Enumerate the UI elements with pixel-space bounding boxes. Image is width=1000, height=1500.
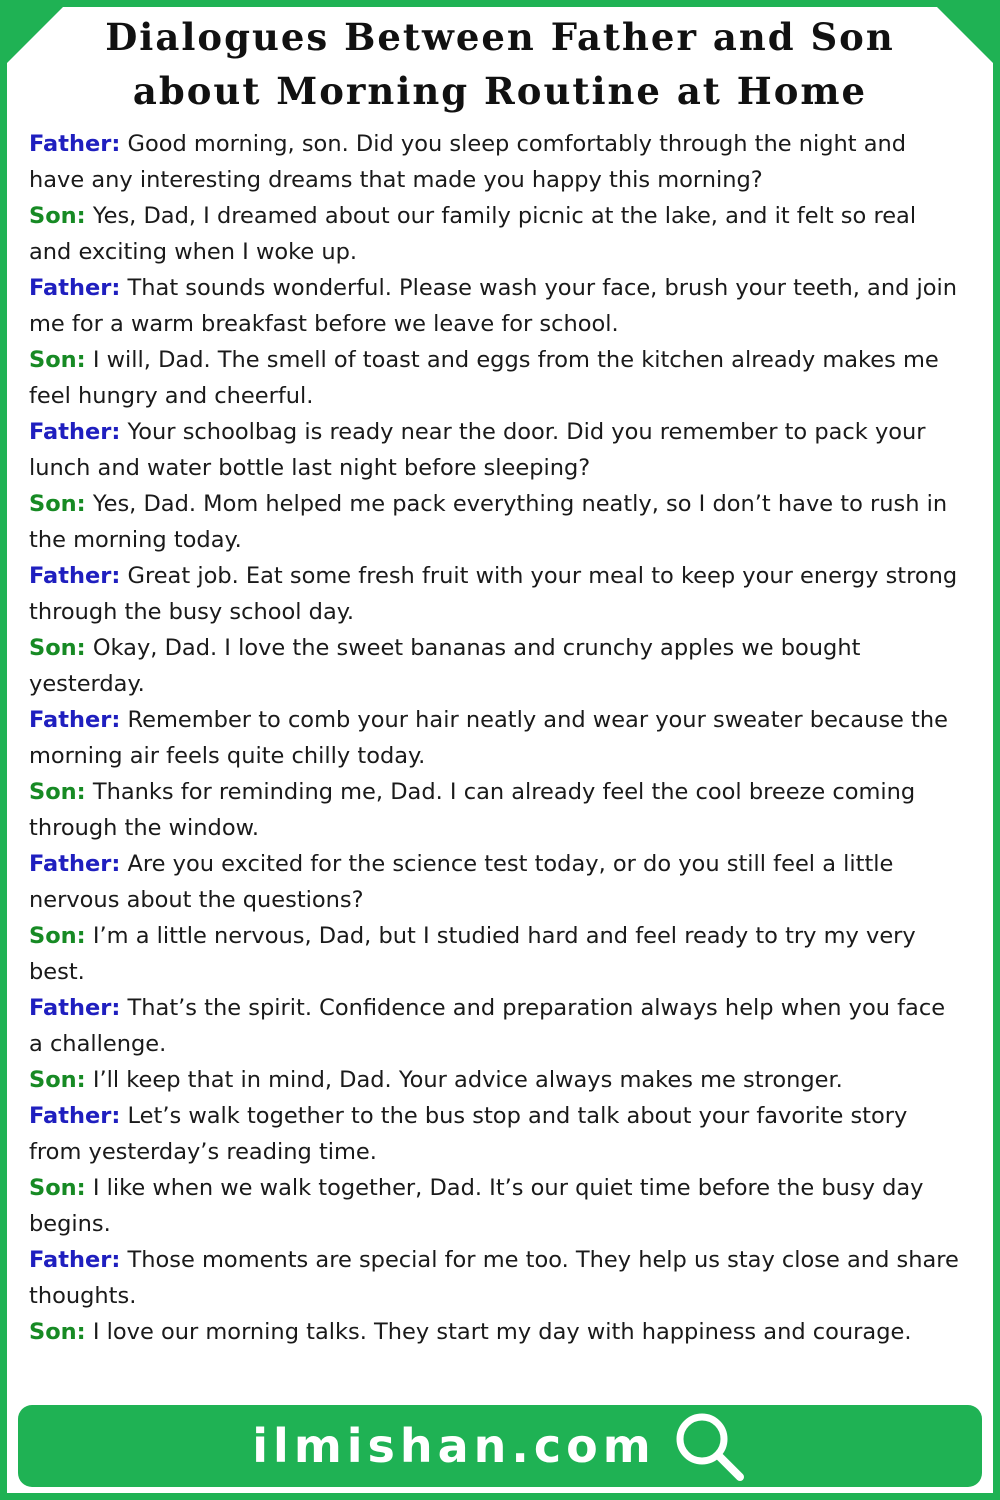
dialogue-text: Those moments are special for me too. They help us stay close and share thoughts. bbox=[29, 1247, 959, 1309]
title-line-2: about Morning Routine at Home bbox=[132, 69, 868, 113]
dialogue-line bbox=[29, 414, 960, 486]
site-link[interactable]: ilmishan.com bbox=[252, 1419, 656, 1473]
dialogue-text: I like when we walk together, Dad. It’s our quiet time before the busy day begins. bbox=[29, 1175, 924, 1237]
dialogue-line bbox=[29, 270, 960, 342]
title-line-1: Dialogues Between Father and Son bbox=[105, 15, 895, 59]
dialogue-line bbox=[29, 126, 960, 198]
dialogue-line bbox=[29, 774, 960, 846]
dialogue-line bbox=[29, 1062, 960, 1098]
dialogue-line bbox=[29, 846, 960, 918]
speaker-label: Son: bbox=[29, 1067, 86, 1093]
dialogue-text: I’ll keep that in mind, Dad. Your advice always makes me stronger. bbox=[85, 1067, 843, 1093]
speaker-label: Son: bbox=[29, 203, 86, 229]
dialogue-text: That sounds wonderful. Please wash your face, brush your teeth, and join me for a warm breakfast before we leave for school. bbox=[29, 275, 958, 337]
dialogue-line bbox=[29, 1242, 960, 1314]
dialogue-text: Let’s walk together to the bus stop and talk about your favorite story from yesterday’s reading time. bbox=[29, 1103, 908, 1165]
dialogue-line bbox=[29, 1098, 960, 1170]
footer-banner[interactable] bbox=[18, 1405, 982, 1487]
dialogue-text: Your schoolbag is ready near the door. Did you remember to pack your lunch and water bottle last night before sleeping? bbox=[29, 419, 926, 481]
speaker-label: Father: bbox=[29, 131, 121, 157]
dialogue-text: Okay, Dad. I love the sweet bananas and crunchy apples we bought yesterday. bbox=[29, 635, 861, 697]
speaker-label: Father: bbox=[29, 419, 121, 445]
speaker-label: Son: bbox=[29, 491, 86, 517]
speaker-label: Son: bbox=[29, 347, 86, 373]
speaker-label: Son: bbox=[29, 635, 86, 661]
speaker-label: Father: bbox=[29, 1103, 121, 1129]
dialogue-text: Thanks for reminding me, Dad. I can already feel the cool breeze coming through the window. bbox=[29, 779, 916, 841]
dialogue-text: Are you excited for the science test today, or do you still feel a little nervous about the questions? bbox=[29, 851, 894, 913]
dialogue-line bbox=[29, 702, 960, 774]
page-title bbox=[40, 10, 960, 118]
speaker-label: Father: bbox=[29, 1247, 121, 1273]
speaker-label: Son: bbox=[29, 1319, 86, 1345]
dialogue-text: I’m a little nervous, Dad, but I studied hard and feel ready to try my very best. bbox=[29, 923, 916, 985]
dialogue-line bbox=[29, 198, 960, 270]
speaker-label: Son: bbox=[29, 1175, 86, 1201]
dialogue-text: Yes, Dad, I dreamed about our family picnic at the lake, and it felt so real and exciting when I woke up. bbox=[29, 203, 917, 265]
dialogue-line bbox=[29, 1314, 960, 1350]
speaker-label: Father: bbox=[29, 275, 121, 301]
speaker-label: Father: bbox=[29, 707, 121, 733]
dialogue-line bbox=[29, 486, 960, 558]
dialogue-line bbox=[29, 990, 960, 1062]
dialogue-text: That’s the spirit. Confidence and preparation always help when you face a challenge. bbox=[29, 995, 946, 1057]
dialogue-text: Yes, Dad. Mom helped me pack everything neatly, so I don’t have to rush in the morning today. bbox=[29, 491, 948, 553]
speaker-label: Father: bbox=[29, 563, 121, 589]
dialogue-text: Remember to comb your hair neatly and wear your sweater because the morning air feels quite chilly today. bbox=[29, 707, 948, 769]
search-icon bbox=[670, 1407, 748, 1485]
dialogue-list bbox=[29, 126, 960, 1350]
dialogue-line bbox=[29, 1170, 960, 1242]
dialogue-text: Good morning, son. Did you sleep comfortably through the night and have any interesting dreams that made you happy this morning? bbox=[29, 131, 907, 193]
dialogue-text: I will, Dad. The smell of toast and eggs from the kitchen already makes me feel hungry and cheerful. bbox=[29, 347, 939, 409]
dialogue-line bbox=[29, 558, 960, 630]
speaker-label: Father: bbox=[29, 851, 121, 877]
dialogue-line bbox=[29, 918, 960, 990]
speaker-label: Son: bbox=[29, 923, 86, 949]
dialogue-line bbox=[29, 342, 960, 414]
dialogue-line bbox=[29, 630, 960, 702]
dialogue-text: Great job. Eat some fresh fruit with your meal to keep your energy strong through the busy school day. bbox=[29, 563, 958, 625]
speaker-label: Father: bbox=[29, 995, 121, 1021]
speaker-label: Son: bbox=[29, 779, 86, 805]
dialogue-text: I love our morning talks. They start my day with happiness and courage. bbox=[85, 1319, 912, 1345]
